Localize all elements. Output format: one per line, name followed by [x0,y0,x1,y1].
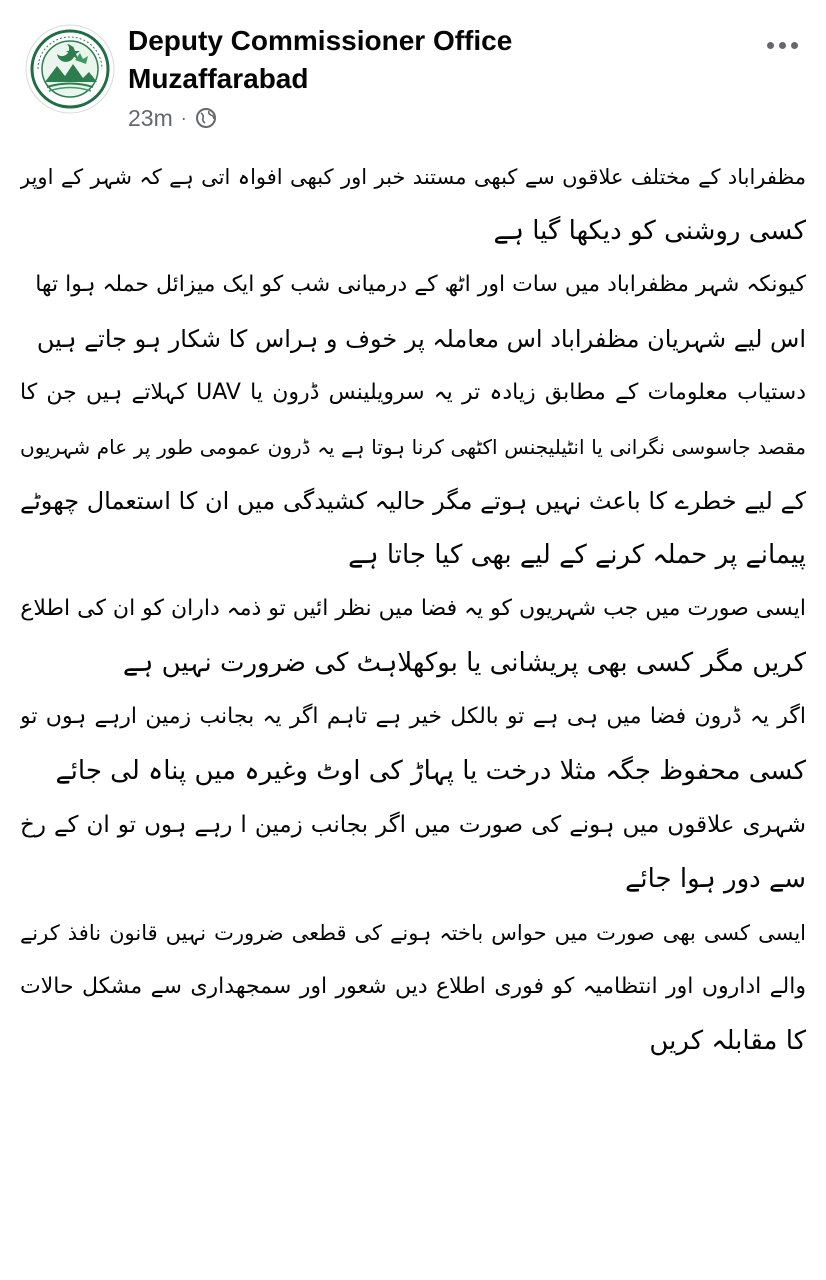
post-line: شہری علاقوں میں ہونے کی صورت میں اگر بجانب زمین ا رہے ہوں تو ان کے رخ [20,812,806,838]
post-meta [128,102,217,134]
more-options-icon[interactable] [760,30,804,60]
post-line: دستیاب معلومات کے مطابق زیادہ تر یہ سرویلینس ڈرون یا UAV کہلاتے ہیں جن کا [20,380,806,405]
page-avatar[interactable] [25,24,115,114]
post-line: اس لیے شہریان مظفراباد اس معاملہ پر خوف و ہراس کا شکار ہو جاتے ہیں [36,325,806,353]
post-line: پیمانے پر حملہ کرنے کے لیے بھی کیا جاتا ہے [348,540,806,570]
post-line: کریں مگر کسی بھی پریشانی یا بوکھلاہٹ کی ضرورت نہیں ہے [122,648,806,678]
post-line: مقصد جاسوسی نگرانی یا انٹیلیجنس اکٹھی کرنا ہوتا ہے یہ ڈرون عمومی طور پر عام شہریوں [20,435,806,459]
post-line: کے لیے خطرے کا باعث نہیں ہوتے مگر حالیہ کشیدگی میں ان کا استعمال چھوٹے [20,487,806,515]
post-line: والے اداروں اور انتظامیہ کو فوری اطلاع دیں شعور اور سمجھداری سے مشکل حالات [20,974,806,999]
post-line: اگر یہ ڈرون فضا میں ہی ہے تو بالکل خیر ہے تاہم اگر یہ بجانب زمین ارہے ہوں تو [20,704,806,729]
more-dot [791,42,798,49]
government-seal-icon [25,24,115,114]
post-line: کا مقابلہ کریں [649,1026,806,1056]
globe-icon[interactable] [195,107,217,129]
more-dot [779,42,786,49]
post-line: کسی محفوظ جگہ مثلا درخت یا پہاڑ کی اوٹ وغیرہ میں پناہ لی جائے [55,756,806,786]
post-line: سے دور ہوا جائے [625,864,806,894]
page-name[interactable] [128,22,728,98]
post-timestamp[interactable]: 23m [128,104,173,131]
page-name-line-1[interactable]: Deputy Commissioner Office [128,25,513,56]
post-line: ایسی کسی بھی صورت میں حواس باختہ ہونے کی قطعی ضرورت نہیں قانون نافذ کرنے [20,921,806,945]
post-line: کیونکہ شہر مظفراباد میں سات اور اٹھ کے درمیانی شب کو ایک میزائل حملہ ہوا تھا [35,272,806,297]
meta-separator: · [180,107,187,128]
post-line: ایسی صورت میں جب شہریوں کو یہ فضا میں نظر ائیں تو ذمہ داران کو ان کی اطلاع [20,596,806,621]
page-name-line-2[interactable]: Muzaffarabad [128,63,309,94]
more-dot [767,42,774,49]
post-line: کسی روشنی کو دیکھا گیا ہے [493,216,806,246]
post-header [0,0,826,140]
post-text [20,150,806,1275]
post-line: مظفراباد کے مختلف علاقوں سے کبھی مستند خبر اور کبھی افواہ اتی ہے کہ شہر کے اوپر [20,165,806,189]
